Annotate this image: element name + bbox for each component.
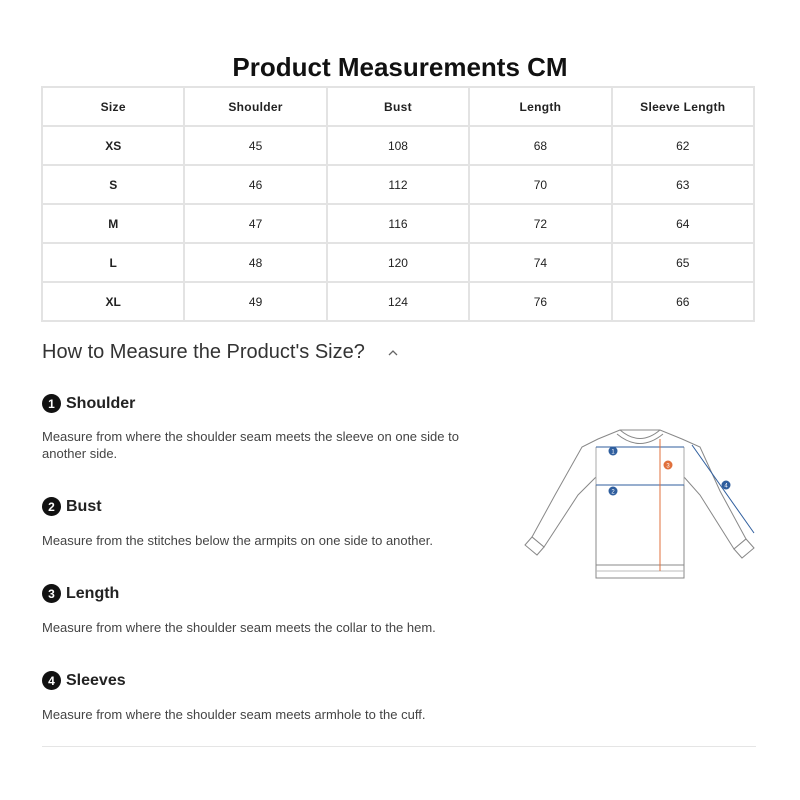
step-shoulder-title [42,394,135,413]
table-cell: 112 [327,165,469,204]
number-2-badge: 2 [42,497,61,516]
bottom-divider [42,746,756,747]
table-cell: 65 [612,243,754,282]
table-cell: 64 [612,204,754,243]
size-cell: XS [42,126,184,165]
header-shoulder: Shoulder [184,87,326,126]
step-title-text: Sleeves [66,671,126,689]
table-row [42,204,754,243]
step-title-text: Bust [66,497,102,515]
chevron-up-icon [387,347,399,359]
table-cell: 48 [184,243,326,282]
table-cell: 74 [469,243,611,282]
table-cell: 45 [184,126,326,165]
table-cell: 47 [184,204,326,243]
table-cell: 108 [327,126,469,165]
diagram-label-4: 4 [724,483,728,490]
size-cell: M [42,204,184,243]
label-4-marker [722,481,731,490]
label-2-marker [609,487,618,496]
table-cell: 72 [469,204,611,243]
number-3-badge: 3 [42,584,61,603]
label-1-marker [609,447,618,456]
header-size: Size [42,87,184,126]
header-bust: Bust [327,87,469,126]
step-sleeves-desc: Measure from where the shoulder seam meets armhole to the cuff. [42,707,426,722]
step-length-title [42,584,119,603]
table-cell: 116 [327,204,469,243]
size-cell: XL [42,282,184,321]
table-cell: 76 [469,282,611,321]
label-3-marker [664,461,673,470]
step-shoulder-desc: Measure from where the shoulder seam meets the sleeve on one side to another side. [42,429,459,461]
header-length: Length [469,87,611,126]
size-cell: S [42,165,184,204]
number-1-badge: 1 [42,394,61,413]
page-title: Product Measurements CM [232,52,568,82]
sweater-outline [525,430,754,578]
step-bust-desc: Measure from the stitches below the armpits on one side to another. [42,533,433,548]
table-cell: 66 [612,282,754,321]
step-title-text: Length [66,584,120,602]
how-to-measure-heading: How to Measure the Product's Size? [42,341,365,363]
table-cell: 68 [469,126,611,165]
table-row [42,165,754,204]
diagram-label-2: 2 [611,489,615,496]
table-row [42,282,754,321]
table-cell: 62 [612,126,754,165]
table-cell: 70 [469,165,611,204]
table-cell: 49 [184,282,326,321]
how-to-measure-toggle[interactable] [42,341,399,364]
size-cell: L [42,243,184,282]
diagram-label-3: 3 [666,463,670,470]
header-sleeve-length: Sleeve Length [612,87,754,126]
table-row [42,126,754,165]
step-title-text: Shoulder [66,394,136,412]
table-cell: 63 [612,165,754,204]
table-cell: 124 [327,282,469,321]
table-row [42,243,754,282]
table-cell: 120 [327,243,469,282]
table-cell: 46 [184,165,326,204]
step-sleeves-title [42,671,126,690]
diagram-label-1: 1 [611,449,615,456]
step-length-desc: Measure from where the shoulder seam meets the collar to the hem. [42,620,436,635]
size-table [41,86,755,322]
number-4-badge: 4 [42,671,61,690]
step-bust-title [42,497,102,516]
sweater-diagram [520,425,760,585]
table-header-row [42,87,754,126]
